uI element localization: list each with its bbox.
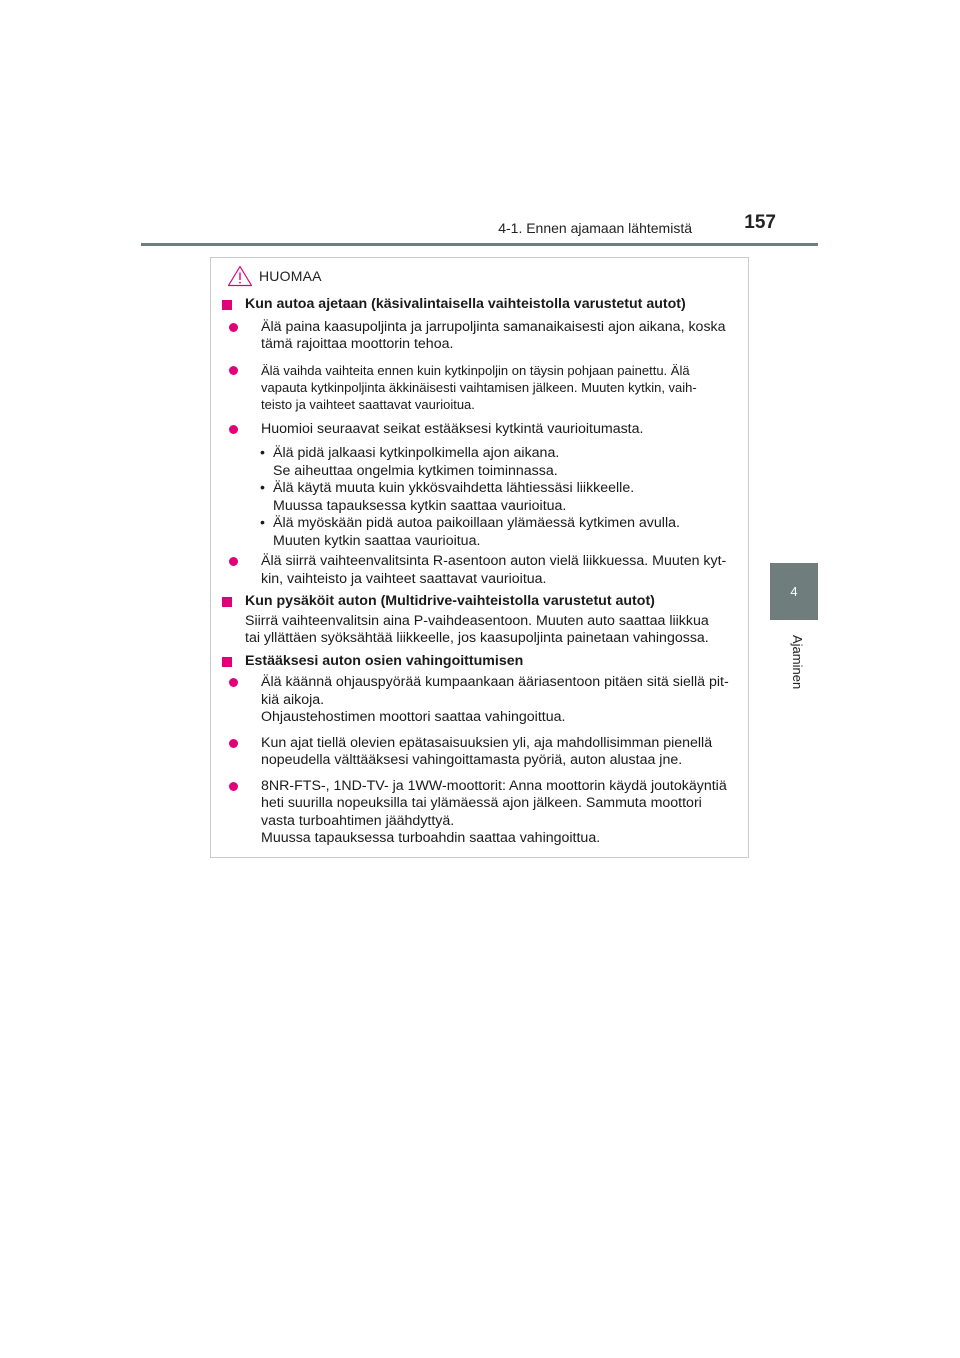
circle-bullet-icon [229, 557, 238, 566]
list-item: Kun ajat tiellä olevien epätasaisuuksien yli, aja mahdollisimman pienellä nopeudella välttääksesi vahingoittamasta pyöriä, auton alustaa jne. [245, 735, 748, 770]
notice-section [211, 653, 748, 848]
notice-title: HUOMAA [259, 268, 322, 284]
list-item: 8NR-FTS-, 1ND-TV- ja 1WW-moottorit: Anna moottorin käydä joutokäyntiä heti suurilla nopeuksilla tai ylämäessä ajon jälkeen. Sammuta moottori vasta turboahtimen jäähdyttyä. Muussa tapauksessa turboahdin saattaa vahingoittua. [245, 778, 748, 848]
list-item: Älä vaihda vaihteita ennen kuin kytkinpoljin on täysin pohjaan painettu. Älä vapauta kytkinpoljinta äkkinäisesti vaihtamisen jälkeen. Muuten kytkin, vaih- teisto ja vaihteet saattavat vaurioitua. [245, 362, 748, 413]
notice-header [227, 262, 322, 290]
square-bullet-icon [222, 657, 232, 667]
sub-list-item: • Älä myöskään pidä autoa paikoillaan ylämäessä kytkimen avulla. Muuten kytkin saattaa vaurioitua. [260, 515, 680, 549]
sub-list-item: • Älä pidä jalkaasi kytkinpolkimella ajon aikana. Se aiheuttaa ongelmia kytkimen toiminnassa. [260, 445, 560, 479]
notice-content [211, 296, 748, 848]
list-item: Huomioi seuraavat seikat estääksesi kytkintä vaurioitumasta. • Älä pidä jalkaasi kytkinpolkimella ajon aikana. Se aiheuttaa ongelmia kytkimen toiminnassa. • Älä käytä muuta kuin ykkösvaihdetta lähtiessäsi liikkeelle. Muussa tapauksessa kytkin saattaa vaurioitua. • Älä myöskään pidä autoa paikoillaan ylämäessä kytkimen avulla. Muuten kytkin saattaa vaurioitua. [245, 421, 748, 551]
chapter-number: 4 [790, 584, 798, 599]
circle-bullet-icon [229, 323, 238, 332]
section-heading: Estääksesi auton osien vahingoittumisen [245, 653, 748, 671]
circle-bullet-icon [229, 739, 238, 748]
chapter-title: Ajaminen [790, 635, 805, 690]
notice-box [210, 257, 749, 858]
list-item: Älä siirrä vaihteenvalitsinta R-asentoon auton vielä liikkuessa. Muuten kyt- kin, vaihteisto ja vaihteet saattavat vaurioitua. [245, 553, 748, 588]
running-header-section: 4-1. Ennen ajamaan lähtemistä [498, 220, 692, 236]
warning-triangle-icon [227, 265, 253, 287]
circle-bullet-icon [229, 366, 238, 375]
list-item: Älä käännä ohjauspyörää kumpaankaan ääriasentoon pitäen sitä siellä pit- kiä aikoja. Ohjaustehostimen moottori saattaa vahingoittua. [245, 674, 748, 727]
page-number: 157 [744, 212, 776, 233]
circle-bullet-icon [229, 678, 238, 687]
section-paragraph: Siirrä vaihteenvalitsin aina P-vaihdeasentoon. Muuten auto saattaa liikkua tai yllättäen syöksähtää liikkeelle, jos kaasupoljinta painetaan vahingossa. [245, 612, 709, 646]
sub-list-item: • Älä käytä muuta kuin ykkösvaihdetta lähtiessäsi liikkeelle. Muussa tapauksessa kytkin saattaa vaurioitua. [260, 480, 635, 514]
section-heading: Kun pysäköit auton (Multidrive-vaihteistolla varustetut autot) [245, 593, 748, 611]
square-bullet-icon [222, 300, 232, 310]
notice-section [211, 296, 748, 588]
chapter-tab [770, 563, 818, 620]
section-heading: Kun autoa ajetaan (käsivalintaisella vaihteistolla varustetut autot) [245, 296, 748, 314]
circle-bullet-icon [229, 425, 238, 434]
circle-bullet-icon [229, 782, 238, 791]
list-item: Älä paina kaasupoljinta ja jarrupoljinta samanaikaisesti ajon aikana, koska tämä rajoittaa moottorin tehoa. [245, 319, 748, 354]
header-rule [141, 243, 818, 246]
square-bullet-icon [222, 597, 232, 607]
notice-section [211, 593, 748, 648]
